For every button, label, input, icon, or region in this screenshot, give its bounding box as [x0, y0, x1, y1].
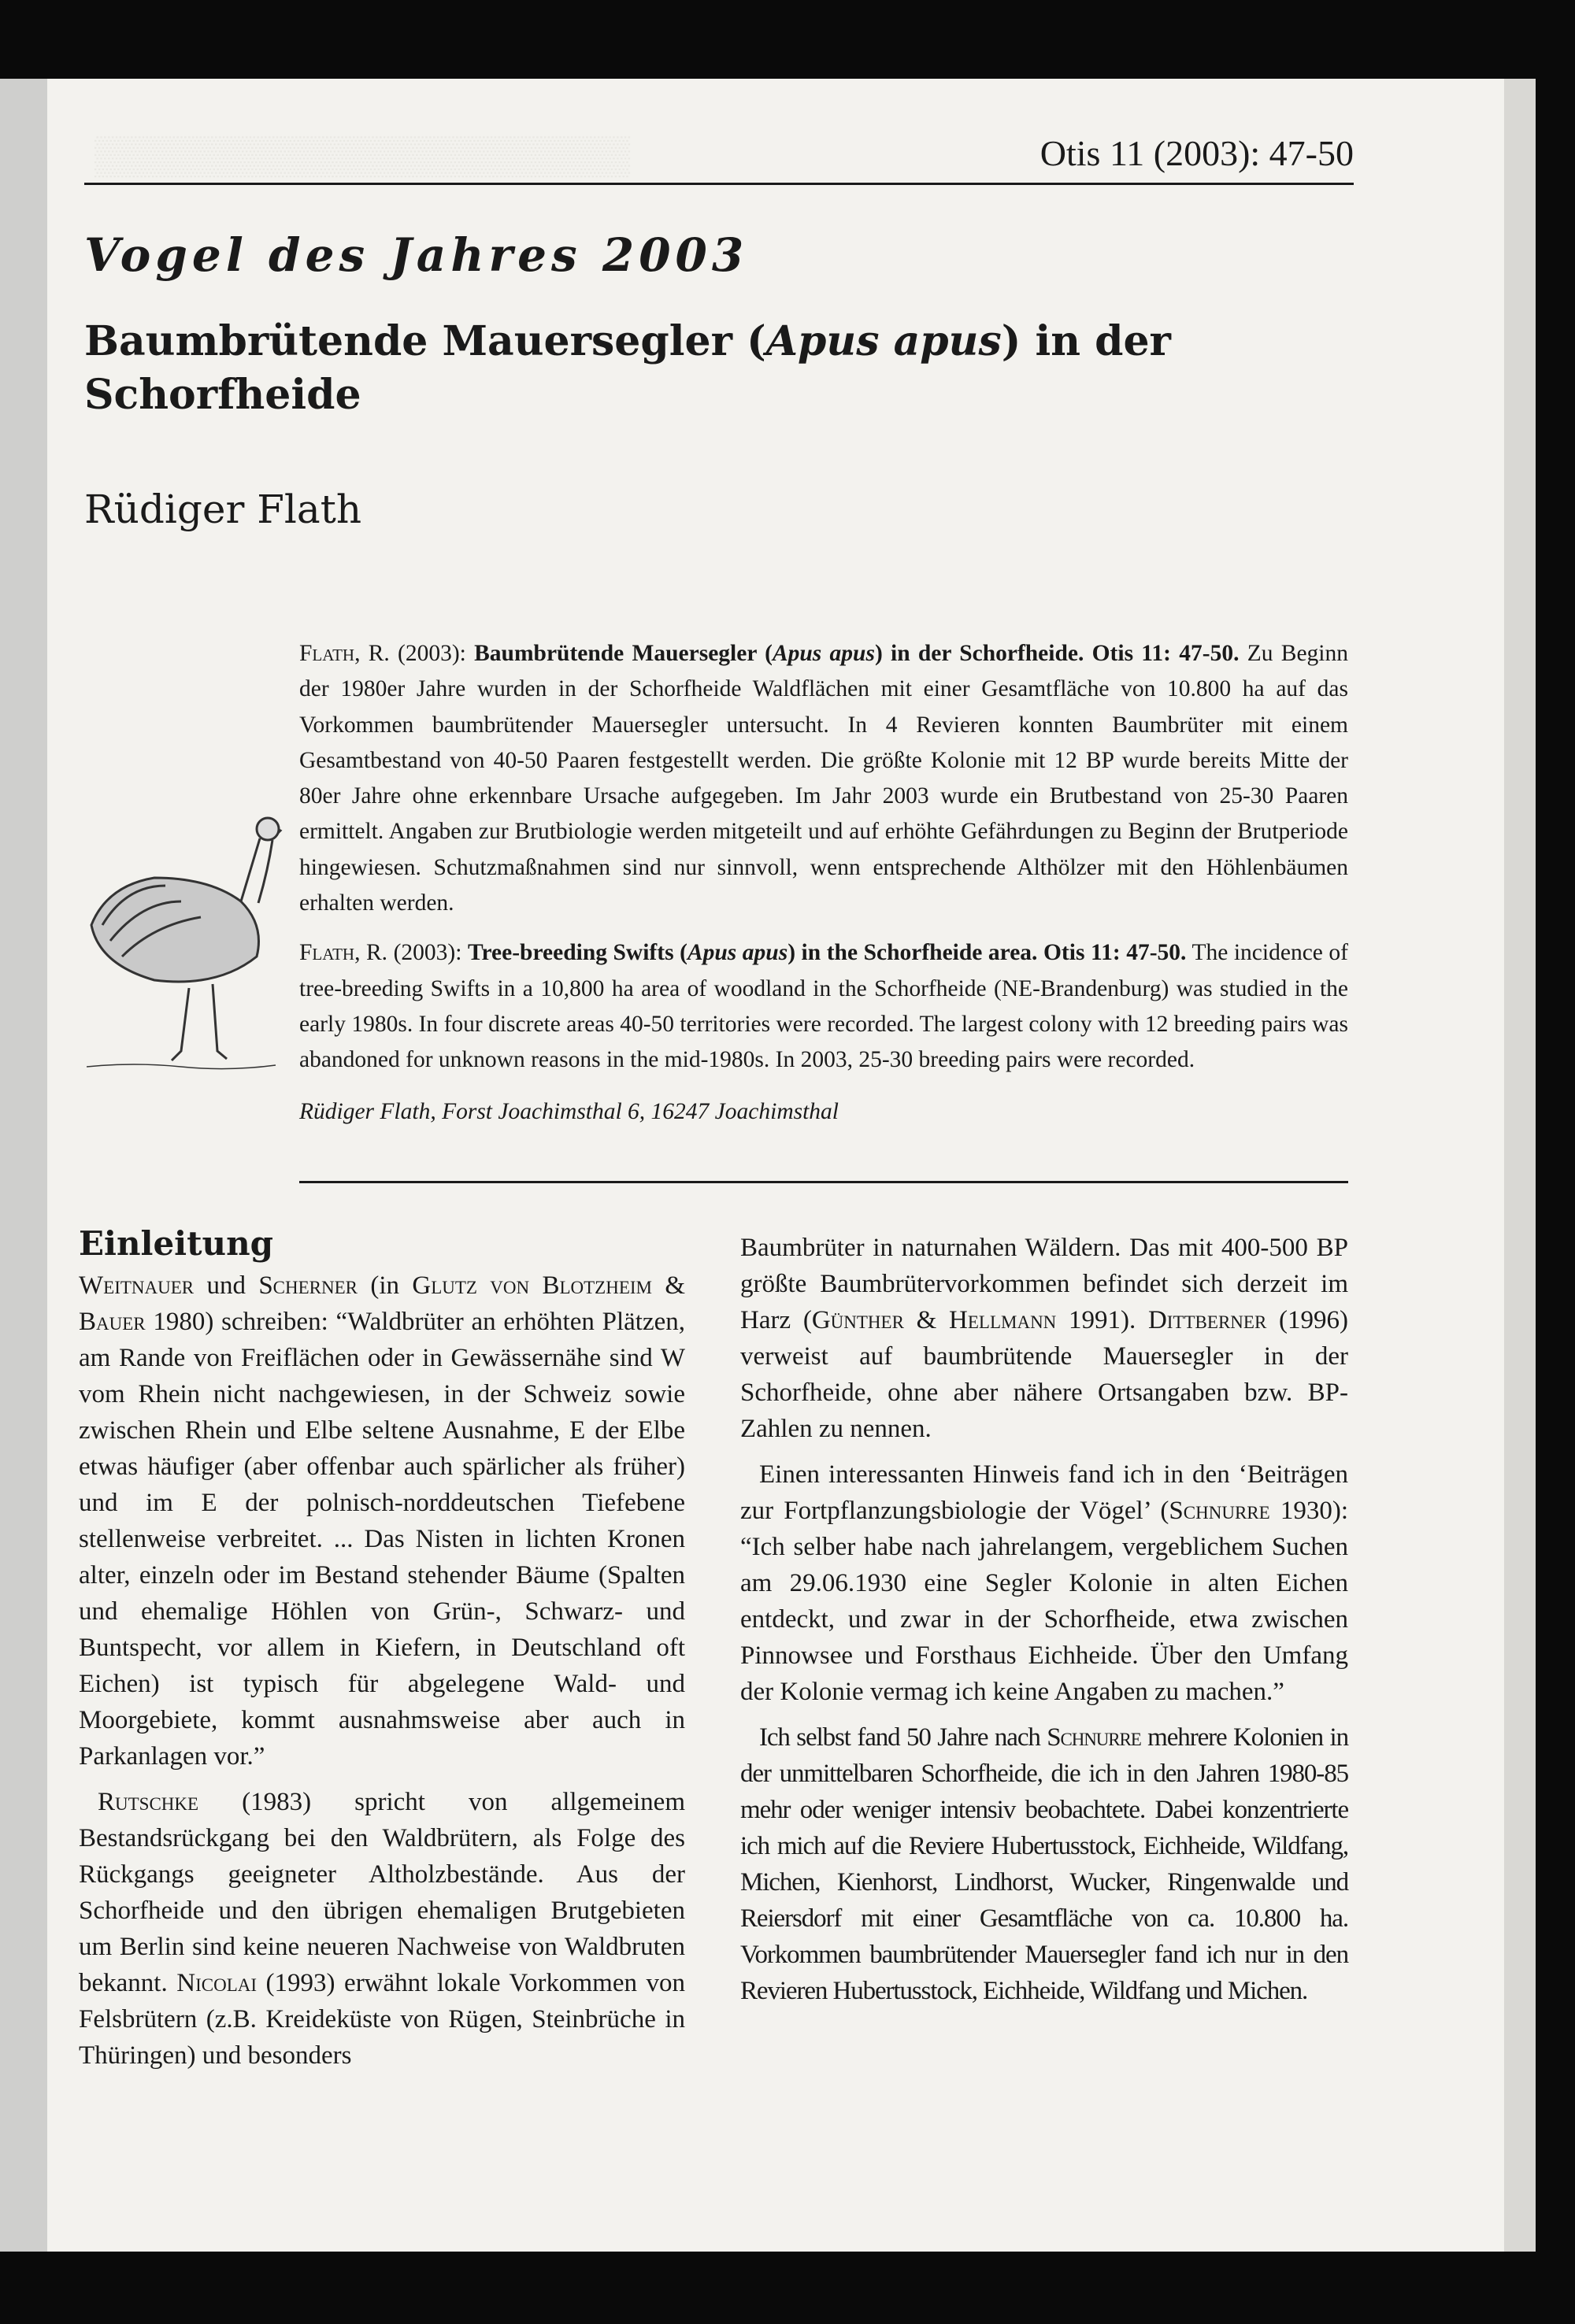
author-name: Rüdiger Flath	[84, 487, 362, 532]
left-column	[79, 1220, 685, 2074]
intro-paragraph-5: Ich selbst fand 50 Jahre nach Schnurre mehrere Kolonien in der unmittelbaren Schorfheide, die ich in den Jahren 1980-85 mehr oder weniger intensiv beobachtete. Dabei konzentrierte ich mich auf die Reviere Hubertusstock, Eichheide, Wildfang, Michen, Kienhorst, Lindhorst, Wucker, Ringenwalde und Reiersdorf mit einer Gesamtfläche von ca. 10.800 ha. Vorkommen baumbrütender Mauersegler fand ich nur in den Revieren Hubertusstock, Eichheide, Wildfang und Michen.	[740, 1723, 1348, 2005]
abstract-german	[299, 636, 1348, 921]
series-title: Vogel des Jahres 2003	[84, 228, 749, 282]
intro-paragraph-2: Rutschke (1983) spricht von allgemeinem Bestandsrückgang bei den Waldbrütern, als Folge des Rückgangs geeigneter Altholzbestände. Aus der Schorfheide und den übrigen ehemaligen Brutgebieten um Berlin sind keine neueren Nachweise von Waldbruten bekannt. Nicolai (1993) erwähnt lokale Vorkommen von Felsbrütern (z.B. Kreideküste von Rügen, Steinbrüche in Thüringen) und besonders	[79, 1788, 685, 2070]
intro-paragraph-3: Baumbrüter in naturnahen Wäldern. Das mit 400-500 BP größte Baumbrütervorkommen befindet sich derzeit im Harz (Günther & Hellmann 1991). Dittberner (1996) verweist auf baumbrütende Mauersegler in der Schorfheide, ohne aber nähere Ortsangaben bzw. BP-Zahlen zu nennen.	[740, 1234, 1348, 1443]
abstract-block	[299, 636, 1348, 1144]
abstract-english-text: The incidence of tree-breeding Swifts in a 10,800 ha area of woodland in the Schorfheide (NE-Brandenburg) was studied in the early 1980s. In four discrete areas 40-50 territories were recorded. The largest colony with 12 breeding pairs was abandoned for unknown reasons in the mid-1980s. In 2003, 25-30 breeding pairs were recorded.	[299, 940, 1349, 1073]
abstract-english	[299, 935, 1348, 1078]
section-heading-einleitung: Einleitung	[79, 1224, 273, 1263]
page-header	[84, 126, 1354, 185]
citation-german: Flath, R. (2003): Baumbrütende Mauersegler (Apus apus) in der Schorfheide. Otis 11: 47-50.	[299, 641, 1240, 666]
bleed-through: ▒▒▒▒▒▒▒▒▒▒▒▒▒▒▒▒▒▒▒▒	[94, 135, 631, 176]
article-title: Baumbrütende Mauersegler (Apus apus) in der Schorfheide	[84, 317, 1171, 419]
species-name: Apus apus	[765, 317, 1002, 365]
author-address: Rüdiger Flath, Forst Joachimsthal 6, 16247 Joachimsthal	[299, 1098, 839, 1124]
abstract-divider	[299, 1181, 1348, 1183]
intro-paragraph-1: Weitnauer und Scherner (in Glutz von Blotzheim & Bauer 1980) schreiben: “Waldbrüter an erhöhten Plätzen, am Rande von Freiflächen oder in Gewässernähe sind W vom Rhein nicht nachgewiesen, in der Schweiz sowie zwischen Rhein und Elbe seltene Ausnahme, E der Elbe etwas häufiger (aber offenbar auch spärlicher als früher) und im E der polnisch-norddeutschen Tiefebene stellenweise verbreitet. ... Das Nisten in lichten Kronen alter, einzeln oder im Bestand stehender Bäume (Spalten und ehemalige Höhlen von Grün-, Schwarz- und Buntspecht, vor allem in Kiefern, in Deutschland oft Eichen) ist typisch für abgelegene Wald- und Moorgebiete, kommt ausnahmsweise aber auch in Parkanlagen vor.”	[79, 1271, 686, 1771]
citation-english: Flath, R. (2003): Tree-breeding Swifts (Apus apus) in the Schorfheide area. Otis 11: 47-50.	[299, 940, 1187, 966]
great-bustard-icon	[87, 807, 291, 1082]
journal-reference: Otis 11 (2003): 47-50	[1040, 133, 1354, 173]
intro-paragraph-4: Einen interessanten Hinweis fand ich in den ‘Beiträgen zur Fortpflanzungsbiologie der Vögel’ (Schnurre 1930): “Ich selber habe nach jahrelangem, vergeblichem Suchen am 29.06.1930 eine Segler Kolonie in alten Eichen entdeckt, und zwar in der Schorfheide, etwa zwischen Pinnowsee und Forsthaus Eichheide. Über den Umfang der Kolonie vermag ich keine Angaben zu machen.”	[740, 1460, 1348, 1706]
scanner-edge-left	[0, 79, 47, 2252]
scanner-edge-right	[1504, 79, 1536, 2252]
right-column	[740, 1230, 1348, 2009]
abstract-german-text: Zu Beginn der 1980er Jahre wurden in der Schorfheide Waldflächen mit einer Gesamtfläche von 10.800 ha auf das Vorkommen baumbrütender Mauersegler untersucht. In 4 Revieren konnten Baumbrüter mit einem Gesamtbestand von 40-50 Paaren festgestellt werden. Die größte Kolonie mit 12 BP wurde bereits Mitte der 80er Jahre ohne erkennbare Ursache aufgegeben. Im Jahr 2003 wurde ein Brutbestand von 25-30 Paaren ermittelt. Angaben zur Brutbiologie werden mitgeteilt und auf erhöhte Gefährdungen zu Beginn der Brutperiode hingewiesen. Schutzmaßnahmen sind nur sinnvoll, wenn entsprechende Althölzer mit den Höhlenbäumen erhalten werden.	[299, 641, 1348, 916]
